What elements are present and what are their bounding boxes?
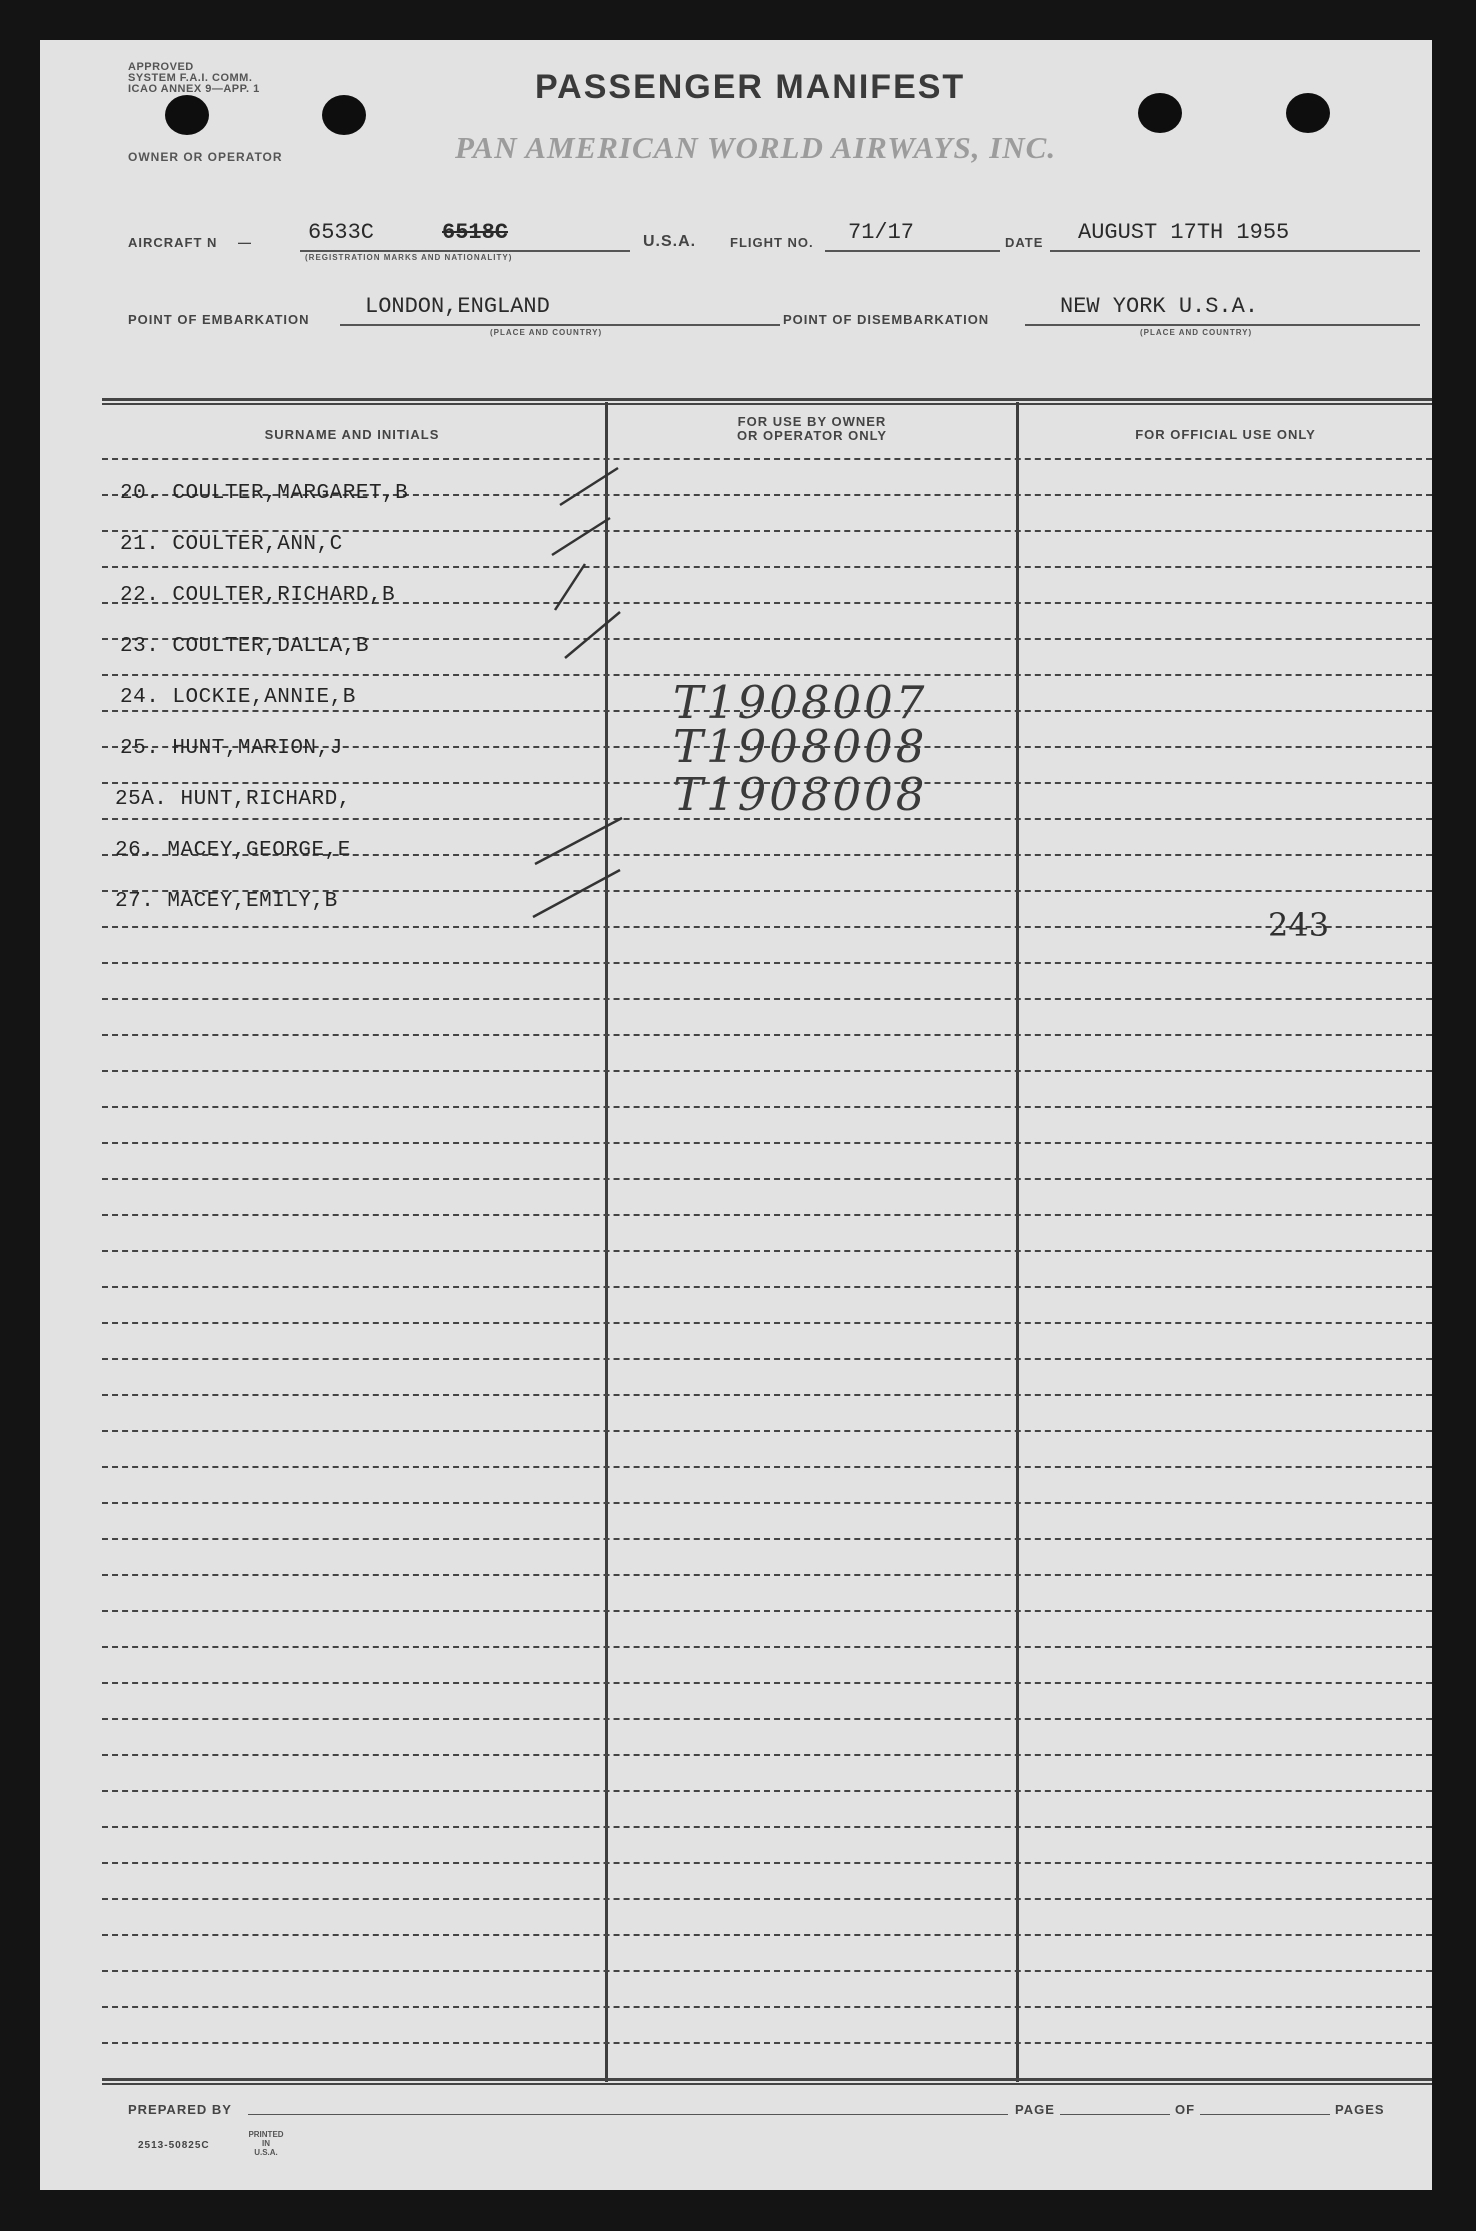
printed-stamp [248, 2130, 284, 2157]
row-line [102, 1070, 1432, 1072]
underline [1060, 2114, 1170, 2115]
row-line [102, 1826, 1432, 1828]
underline [248, 2114, 1008, 2115]
tick-mark [533, 870, 620, 917]
nationality: U.S.A. [643, 233, 697, 250]
passenger-name: 24. LOCKIE,ANNIE,B [120, 686, 356, 709]
row-line [102, 1646, 1432, 1648]
row-line [102, 1682, 1432, 1684]
row-line [102, 1250, 1432, 1252]
row-line [102, 1970, 1432, 1972]
row-line [102, 1286, 1432, 1288]
disembarkation-caption: (PLACE AND COUNTRY) [1140, 328, 1253, 337]
embarkation-value: LONDON,ENGLAND [365, 294, 550, 319]
row-line [102, 1718, 1432, 1720]
passenger-name: 23. COULTER,DALLA,B [120, 635, 369, 658]
owner-label: OWNER OR OPERATOR [128, 150, 283, 164]
page-label: PAGE [1015, 2102, 1055, 2117]
row-line [102, 2042, 1432, 2044]
passenger-name: 22. COULTER,RICHARD,B [120, 584, 396, 607]
aircraft-struck-value: 6518C [442, 220, 509, 245]
row-line [102, 1394, 1432, 1396]
date-value: AUGUST 17TH 1955 [1078, 220, 1290, 245]
passenger-name: 21. COULTER,ANN,C [120, 533, 343, 556]
underline [1200, 2114, 1330, 2115]
row-line [102, 1862, 1432, 1864]
aircraft-label: AIRCRAFT N [128, 235, 218, 250]
column-header-official: FOR OFFICIAL USE ONLY [1135, 427, 1316, 442]
tick-mark [560, 468, 618, 505]
tick-mark [555, 564, 585, 610]
row-line [102, 1934, 1432, 1936]
tick-mark [565, 612, 620, 658]
row-line [102, 1142, 1432, 1144]
row-line [102, 1178, 1432, 1180]
row-line [102, 1322, 1432, 1324]
ticket-number: T1908007 [673, 676, 928, 729]
embarkation-caption: (PLACE AND COUNTRY) [490, 328, 603, 337]
column-header-operator-line: OR OPERATOR ONLY [736, 428, 888, 443]
date-label: DATE [1005, 235, 1044, 250]
stamp-line: IN [262, 2139, 270, 2148]
prepared-by-label: PREPARED BY [128, 2102, 232, 2117]
manifest-sheet [40, 40, 1432, 2190]
official-note: 243 [1268, 906, 1330, 944]
flight-value: 71/17 [848, 220, 915, 245]
row-line [102, 1214, 1432, 1216]
row-line [102, 1538, 1432, 1540]
passenger-name: 27. MACEY,EMILY,B [115, 890, 338, 913]
row-line [102, 1754, 1432, 1756]
table-bottom-rule [102, 2083, 1432, 2085]
form-code: 2513-50825C [138, 2140, 210, 2151]
aircraft-value: 6533C [308, 220, 375, 245]
row-line [102, 1502, 1432, 1504]
tick-marks [40, 40, 1432, 1040]
approval-line: ICAO ANNEX 9—APP. 1 [128, 83, 260, 95]
row-line [102, 1898, 1432, 1900]
row-line [102, 1358, 1432, 1360]
flight-label: FLIGHT NO. [730, 235, 814, 250]
pages-label: PAGES [1335, 2102, 1385, 2117]
approval-line: APPROVED [128, 61, 194, 73]
passenger-name: 20. COULTER,MARGARET,B [120, 482, 409, 505]
approval-line: SYSTEM F.A.I. COMM. [128, 72, 253, 84]
disembarkation-label: POINT OF DISEMBARKATION [783, 312, 990, 327]
table-bottom-rule [102, 2078, 1432, 2081]
row-line [102, 1430, 1432, 1432]
row-line [102, 1574, 1432, 1576]
registration-caption: (REGISTRATION MARKS AND NATIONALITY) [305, 253, 513, 262]
tick-mark [552, 518, 610, 555]
ticket-number: T1908008 [673, 768, 928, 821]
row-line [102, 1610, 1432, 1612]
operator-name: PAN AMERICAN WORLD AIRWAYS, INC. [455, 130, 1057, 165]
passenger-name: 25A. HUNT,RICHARD, [115, 788, 351, 811]
ticket-number: T1908008 [673, 720, 928, 773]
row-line [102, 1466, 1432, 1468]
passenger-name: 25. HUNT,MARION,J [120, 737, 343, 760]
tick-mark [535, 818, 622, 864]
row-line [102, 1790, 1432, 1792]
row-line [102, 1106, 1432, 1108]
column-header-surname: SURNAME AND INITIALS [264, 427, 440, 442]
column-header-operator-line: FOR USE BY OWNER [737, 414, 887, 429]
stamp-line: U.S.A. [254, 2148, 278, 2157]
row-line [102, 2006, 1432, 2008]
of-label: OF [1175, 2102, 1196, 2117]
stamp-line: PRINTED [248, 2130, 284, 2139]
label-dash: — [238, 235, 252, 250]
embarkation-label: POINT OF EMBARKATION [128, 312, 310, 327]
disembarkation-value: NEW YORK U.S.A. [1060, 294, 1259, 319]
form-title: PASSENGER MANIFEST [535, 68, 966, 106]
passenger-name: 26. MACEY,GEORGE,E [115, 839, 351, 862]
